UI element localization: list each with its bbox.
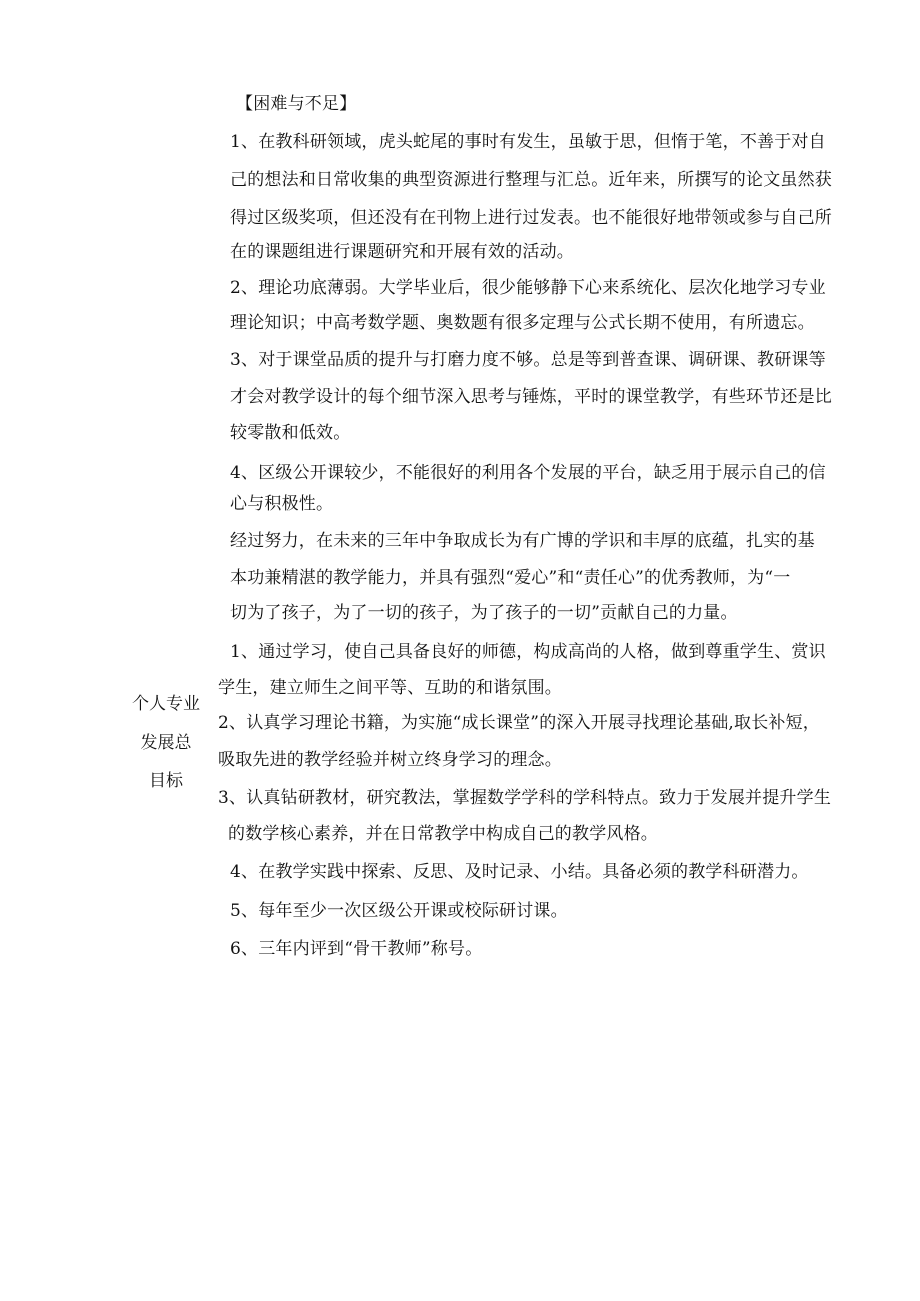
- goals-intro-line-3: 切为了孩子，为了一切的孩子，为了孩子的一切”贡献自己的力量。: [230, 603, 738, 623]
- difficulty-1-line-2: 己的想法和日常收集的典型资源进行整理与汇总。近年来，所撰写的论文虽然获: [230, 170, 832, 190]
- side-label-line-1: 个人专业: [132, 694, 200, 714]
- difficulty-4-line-2: 心与积极性。: [230, 494, 334, 514]
- side-label-line-3: 目标: [149, 771, 183, 791]
- goals-intro-line-1: 经过努力，在未来的三年中争取成长为有广博的学识和丰厚的底蕴，扎实的基: [230, 531, 815, 551]
- side-label-line-2: 发展总: [140, 733, 192, 753]
- goals-intro-line-2: 本功兼精湛的教学能力，并具有强烈“爱心”和“责任心”的优秀教师，为“一: [230, 568, 791, 588]
- goal-3-line-2: 的数学核心素养，并在日常教学中构成自己的教学风格。: [228, 824, 658, 844]
- difficulty-1-line-3: 得过区级奖项，但还没有在刊物上进行过发表。也不能很好地带领或参与自己所: [230, 208, 832, 228]
- difficulty-2-line-2: 理论知识；中高考数学题、奥数题有很多定理与公式长期不使用，有所遗忘。: [230, 313, 815, 333]
- difficulties-heading: 【困难与不足】: [236, 94, 357, 114]
- difficulty-3-line-2: 才会对教学设计的每个细节深入思考与锤炼，平时的课堂教学，有些环节还是比: [230, 387, 832, 407]
- difficulty-3-line-1: 3、对于课堂品质的提升与打磨力度不够。总是等到普查课、调研课、教研课等: [230, 350, 826, 370]
- goal-3-line-1: 3、认真钻研教材，研究教法，掌握数学学科的学科特点。致力于发展并提升学生: [218, 788, 832, 808]
- goal-1-line-1: 1、通过学习，使自己具备良好的师德，构成高尚的人格，做到尊重学生、赏识: [230, 642, 826, 662]
- goal-2-line-1: 2、认真学习理论书籍，为实施“成长课堂”的深入开展寻找理论基础,取长补短，: [218, 713, 820, 733]
- goal-6: 6、三年内评到“骨干教师”称号。: [230, 939, 483, 959]
- difficulty-2-line-1: 2、理论功底薄弱。大学毕业后，很少能够静下心来系统化、层次化地学习专业: [230, 278, 826, 298]
- goal-2-line-2: 吸取先进的教学经验并树立终身学习的理念。: [218, 750, 562, 770]
- difficulty-3-line-3: 较零散和低效。: [230, 423, 351, 443]
- difficulty-1-line-1: 1、在教科研领域，虎头蛇尾的事时有发生，虽敏于思，但惰于笔，不善于对自: [230, 132, 826, 152]
- goal-1-line-2: 学生，建立师生之间平等、互助的和谐氛围。: [218, 678, 562, 698]
- difficulty-1-line-4: 在的课题组进行课题研究和开展有效的活动。: [230, 242, 574, 262]
- goal-4: 4、在教学实践中探索、反思、及时记录、小结。具备必须的教学科研潜力。: [230, 862, 809, 882]
- goal-5: 5、每年至少一次区级公开课或校际研讨课。: [230, 901, 568, 921]
- difficulty-4-line-1: 4、区级公开课较少，不能很好的利用各个发展的平台，缺乏用于展示自己的信: [230, 463, 826, 483]
